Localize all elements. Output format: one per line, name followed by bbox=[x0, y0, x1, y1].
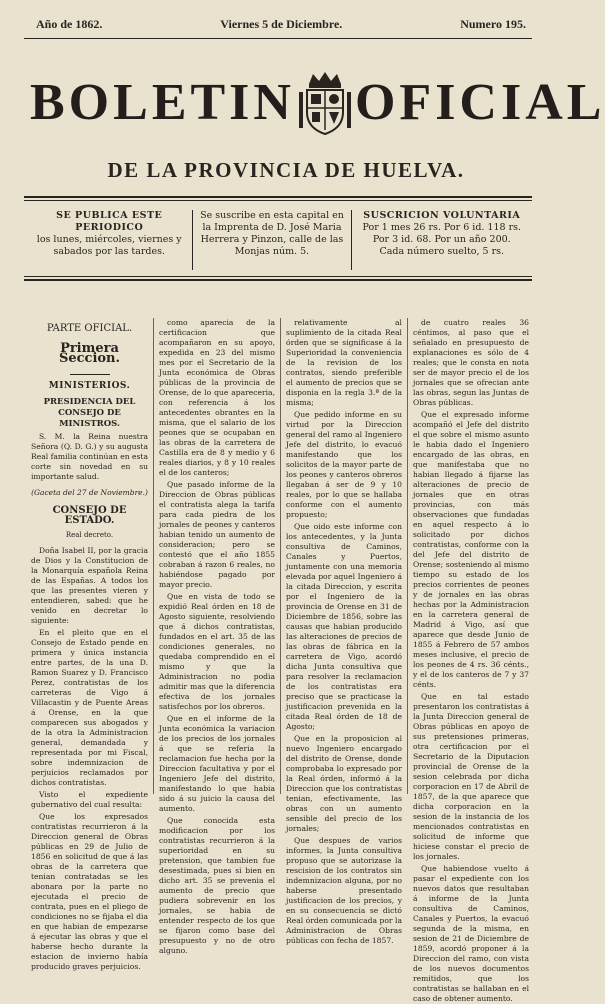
issue-year: Año de 1862. bbox=[36, 16, 103, 31]
presidencia-heading: PRESIDENCIA DEL CONSEJO DE MINISTROS. bbox=[43, 397, 136, 429]
consejo-heading: CONSEJO DE ESTADO. bbox=[52, 505, 127, 526]
subscription-info bbox=[26, 210, 532, 270]
column-2 bbox=[153, 318, 280, 955]
column-1 bbox=[26, 318, 153, 971]
subscription-place bbox=[192, 210, 351, 270]
masthead-subtitle: DE LA PROVINCIA DE HUELVA. bbox=[107, 158, 465, 182]
paragraph: Que pasado informe de la Direccion de Obras públicas el contratista alega la tarifa para cada piedra de los jornales de peones y canteros habian tenido un aumento de consideracion; pero se contestó que el año 1855 cobraban á razon 6 reales, no habiéndose pagado por mayor precio. bbox=[159, 480, 275, 589]
publication-head: SE PUBLICA ESTE PERIODICO bbox=[56, 210, 163, 233]
decreto-heading: Real decreto. bbox=[65, 531, 114, 539]
subscription-place-text: Se suscribe en esta capital en la Imprenta de D. José Maria Herrera y Pinzon, calle de las Monjas núm. 5. bbox=[200, 210, 344, 257]
paragraph: Que el expresado informe acompañó el Jefe del distrito el que sobre el mismo asunto le habia dado el Ingeniero encargado de las obras, en que manifestaba que no habian llegado á fijarse las alteraciones de precio de jornales que en otras provincias, con más observaciones que fundadas en aquel respecto á lo solicitado por dichos contratistas, conforme con la del Jefe del distrito de Orense; sosteniendo al mismo tiempo su estado de los precios corrientes de peones y de jornales en las obras hechas por la Administracion en la carretera general de Madrid á Vigo, así que aparece que desde Junio de 1855 á Febrero de 57 ambos meses inclusive, el precio de los peones de 4 rs. 36 cénts., y el de los canteros de 7 y 37 cénts. bbox=[413, 410, 529, 689]
paragraph: Que en la proposicion al nuevo Ingeniero encargado del distrito de Orense, donde comprobaba lo expresado por la Real órden, informó á la Direccion que los contratistas tenian, efectivamente, las obras con un aumento sensible del precio de los jornales; bbox=[286, 734, 402, 833]
seccion-heading: Primera Seccion. bbox=[58, 341, 121, 366]
issue-date: Viernes 5 de Diciembre. bbox=[220, 16, 343, 31]
dateline: (Gaceta del 27 de Noviembre.) bbox=[31, 488, 148, 497]
ministerios-heading: MINISTERIOS. bbox=[48, 381, 131, 391]
paragraph: S. M. la Reina nuestra Señora (Q. D. G.) y su augusta Real familia continúan en esta corte sin novedad en su importante salud. bbox=[31, 432, 148, 481]
paragraph: Que los expresados contratistas recurrieron á la Direccion general de Obras públicas en 29 de Julio de 1856 en solicitud de que á las obras de la carretera que tenian contratadas se les abonara por la parte no ejecutada el precio de contrata, pues en el pliego de condiciones no se fijaba el dia en que habian de empezarse á ejecutar las obras y que el haberse hecho durante la estacion de invierno había producido graves perjuicios. bbox=[31, 812, 148, 971]
paragraph: Que pedido informe en su virtud por la Direccion general del ramo al Ingeniero Jefe del distrito, lo evacuó manifestando que los solicitos de la mayor parte de los peones y canteros obreros llegaban á ser de 9 y 10 reales, por lo que se hallaba conforme con el aumento propuesto; bbox=[286, 410, 402, 519]
paragraph: En el pleito que en el Consejo de Estado pende en primera y única instancia entre partes, de la una D. Ramon Suarez y D. Francisco Perez, contratistas de los carreteras de Vigo á Villacastin y de Puente Areas á Orense, en la que comparecen sus abogados y de la otra la Administracion general, demandada y representada por mi Fiscal, sobre indemnizacion de perjuicios reclamados por dichos contratistas. bbox=[31, 628, 148, 787]
rule-above-columns bbox=[24, 276, 532, 277]
voluntary-head: SUSCRICION VOLUNTARIA bbox=[363, 210, 521, 221]
masthead-topline bbox=[36, 16, 526, 32]
price-line-1: Por 1 mes 26 rs. Por 6 id. 118 rs. bbox=[362, 222, 522, 233]
publication-days: los lunes, miércoles, viernes y sabados por las tardes. bbox=[36, 234, 182, 257]
paragraph: Que en el informe de la Junta económica la variacion de los precios de los jornales á que se referia la reclamacion fue hecha por la Direccion facultativa y por el Ingeniero Jefe del distrito, manifestando lo que habia sido á su juicio la causa del aumento. bbox=[159, 714, 275, 813]
title-left: BOLETIN bbox=[30, 74, 295, 131]
issue-number: Numero 195. bbox=[460, 16, 526, 31]
paragraph: Que en vista de todo se expidió Real órden en 18 de Agosto siguiente, resolviendo que á dichos contratistas, fundados en el art. 35 de las condiciones generales, no quedaba comprendido en el mismo y que la Administracion no podia admitir mas que la diferencia efectiva de los jornales satisfechos por los obreros. bbox=[159, 592, 275, 711]
rule-above-columns-thick bbox=[24, 279, 532, 281]
paragraph: de cuatro reales 36 céntimos, al paso que el señalado en presupuesto de explanaciones es sólo de 4 reales; que le consta en nota ser de mayor precio el de los jornales que se ofrecian ante las obras, segun las Juntas de Obras públicas. bbox=[413, 318, 529, 407]
column-4 bbox=[407, 318, 534, 1003]
divider bbox=[70, 374, 110, 375]
price-line-2: Por 3 id. 68. Por un año 200. bbox=[372, 234, 511, 245]
price-line-3: Cada número suelto, 5 rs. bbox=[379, 246, 505, 257]
coat-of-arms-icon bbox=[295, 70, 355, 136]
paragraph: Que conocida esta modificacion por los contratistas recurrieron á la superioridad en su pretension, que tambien fue desestimada, pues si bien en dicho art. 35 se prevenia el aumento de precio que pudiera sobrevenir en los jornales, se habia de entender respecto de los que se fijaron como base del presupuesto y no de otro alguno. bbox=[159, 816, 275, 955]
masthead-title bbox=[30, 68, 605, 138]
paragraph: Visto el expediente gubernativo del cual resulta: bbox=[31, 790, 148, 809]
paragraph: Que despues de varios informes, la Junta consultiva propuso que se autorizase la rescision de los contratos sin indemnizacion alguna, por no haberse presentado justificacion de los precios, y en su consecuencia se dictó Real órden comunicada por la Administracion de Obras públicas con fecha de 1857. bbox=[286, 836, 402, 945]
paragraph: Que habiendose vuelto á pasar el expediente con los nuevos datos que resultaban á informe de la Junta consultiva de Caminos, Canales y Puertos, la evacuó segunda de la misma, en sesion de 21 de Diciembre de 1859, acordó proponer á la Direccion del ramo, con vista de los nuevos documentos remitidos, que los contratistas se hallaban en el caso de obtener aumento. bbox=[413, 864, 529, 1003]
rule-under-title bbox=[24, 196, 532, 198]
publication-schedule bbox=[26, 210, 192, 270]
paragraph: Doña Isabel II, por la gracia de Dios y la Constitucion de la Monarquía española Reina de las Españas. A todos los que las presentes vieren y entendieren, sabed: que he venido en decretar lo siguiente: bbox=[31, 546, 148, 625]
title-right: OFICIAL bbox=[354, 74, 605, 131]
paragraph: Que oido este informe con los antecedentes, y la Junta consultiva de Caminos, Canales y Puertos, juntamente con una memoria elevada por aquel Ingeniero á la citada Direccion, y escrita por el Ingeniero de la provincia de Orense en 31 de Diciembre de 1856, sobre las causas que habian producido las alteraciones de precios de las obras de fábrica en la carretera de Vigo, acordó dicha Junta consultiva que para resolver la reclamacion de los contratistas era preciso que se practicase la justificacion prevenida en la citada Real órden de 18 de Agosto; bbox=[286, 522, 402, 731]
top-rule bbox=[24, 38, 532, 39]
column-3 bbox=[280, 318, 407, 945]
subscription-prices bbox=[352, 210, 532, 270]
paragraph: como aparecia de la certificacion que acompañaron en su apoyo, expedida en 23 del mismo mes por el Secretario de la Junta económica de Obras públicas de la provincia de Orense, de lo que apareceria, con referencia á los antecedentes obrantes en la misma, que el salario de los peones que se ocupaban en las obras de la carretera de Castilla era de 8 y medio y 6 reales diarios, y 8 y 10 reales el de los canteros; bbox=[159, 318, 275, 477]
paragraph: relativamente al suplimiento de la citada Real órden que se significase á la Superioridad la conveniencia de la revision de los contratos, siendo preferible el aumento de precios que se disponia en la regla 3.ª de la misma; bbox=[286, 318, 402, 407]
article-columns bbox=[26, 318, 534, 1003]
rule-under-title-thin bbox=[24, 200, 532, 201]
paragraph: Que en tal estado presentaron los contratistas á la Junta Direccion general de Obras públicas en apoyo de sus pretensiones primeras, otra certificacion por el Secretario de la Diputacion provincial de Orense de la sesion celebrada por dicha corporacion en 17 de Abril de 1857, de la que aparece que dicha corporacion en la sesion de la instancia de los mencionados contratistas en solicitud de informe que hiciese constar el precio de los jornales. bbox=[413, 692, 529, 861]
parte-oficial-heading: PARTE OFICIAL. bbox=[46, 323, 133, 334]
